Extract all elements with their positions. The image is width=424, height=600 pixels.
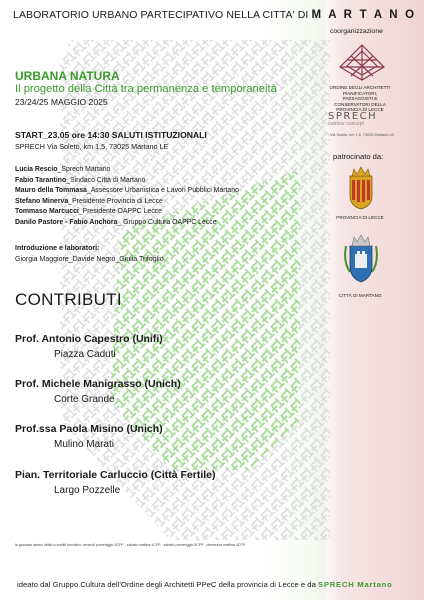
provincia-lecce-crest-icon (346, 166, 376, 210)
footer-brand: SPRECH Martano (318, 580, 393, 589)
ordine-label: ORDINE DEGLI ARCHITETTI PIANIFICATORI, PAESAGGISTI E CONSERVATORI DELLA PROVINCIA DI LECCE (329, 85, 391, 113)
event-start: START_23.05 ore 14:30 SALUTI ISTITUZIONALI (15, 130, 207, 140)
contributor-place: Largo Pozzelle (54, 485, 121, 496)
provincia-label: PROVINCIA DI LECCE (336, 215, 384, 220)
ordine-architetti-logo-icon (337, 42, 387, 82)
sprech-logo (328, 111, 377, 127)
event-title: URBANA NATURA (15, 69, 120, 83)
contributor-place: Piazza Caduti (54, 349, 116, 360)
header-city: M A R T A N O (311, 9, 417, 21)
footer-credits (17, 580, 393, 589)
contributor-name: Prof.ssa Paola Misino (Unich) (15, 423, 163, 435)
contributor-name: Pian. Territoriale Carluccio (Città Fertile) (15, 469, 216, 481)
contributor-place: Mulino Marati (54, 439, 115, 450)
event-venue: SPRECH Via Soleto, km 1,5, 73025 Martano LE (15, 142, 169, 151)
speaker-item: Tommaso Marcucci_Presidente OAPPC Lecce (15, 208, 162, 215)
sprech-logo-text: SPRECH (328, 111, 378, 122)
footer-text: ideato dal Gruppo Cultura dell'Ordine degli Architetti PPeC della provincia di Lecce e da (17, 580, 316, 589)
speaker-item: Stefano Minerva_Presidente Provincia di Lecce (15, 197, 163, 205)
contributi-heading: CONTRIBUTI (15, 290, 122, 309)
fine-print: la giornata danno diritto a crediti formativi: venerdì pomeriggio 5CFP - sabato mattina 4CFP - sabato pomeriggio 5CFP - domenica mattina 4CFP (15, 543, 246, 547)
speaker-item: Mauro della Tommasa_Assessore Urbanistica e Lavori Pubblici Martano (15, 187, 239, 194)
citta-label: CITTÀ DI MARTANO (338, 293, 382, 298)
intro-names: Giorgia Maggiore_Davide Negro_Giulia Trifoglio (15, 256, 164, 263)
coorganizzazione-label: coorganizzazione (330, 28, 383, 35)
page-header (13, 9, 416, 21)
citta-martano-crest-icon (344, 232, 378, 284)
contributor-place: Corte Grande (54, 394, 115, 405)
contributor-name: Prof. Antonio Capestro (Unifi) (15, 333, 163, 345)
intro-title: Introduzione e laboratori: (15, 245, 100, 252)
sprech-address: Via Soleto, km 1,5, 73025 Martano LE (330, 133, 395, 137)
header-prefix: LABORATORIO URBANO PARTECIPATIVO NELLA CITTA' DI (13, 9, 309, 21)
event-dates: 23/24/25 MAGGIO 2025 (15, 97, 108, 107)
patrocinato-label: patrocinato da: (333, 152, 384, 161)
speaker-item: Lucia Rescio_Sprech Martano (15, 166, 111, 173)
event-subtitle: Il progetto della Città tra permanenza e temporaneità (15, 83, 277, 95)
speaker-item: Danilo Pastore - Fabio Anchora_ Gruppo Cultura OAPPC Lecce (15, 218, 217, 226)
sprech-logo-sub: outdoor concept (328, 121, 364, 127)
speaker-item: Fabio Tarantino_Sindaco Città di Martano (15, 176, 146, 184)
contributor-name: Prof. Michele Manigrasso (Unich) (15, 378, 181, 390)
speakers-list (15, 165, 239, 228)
